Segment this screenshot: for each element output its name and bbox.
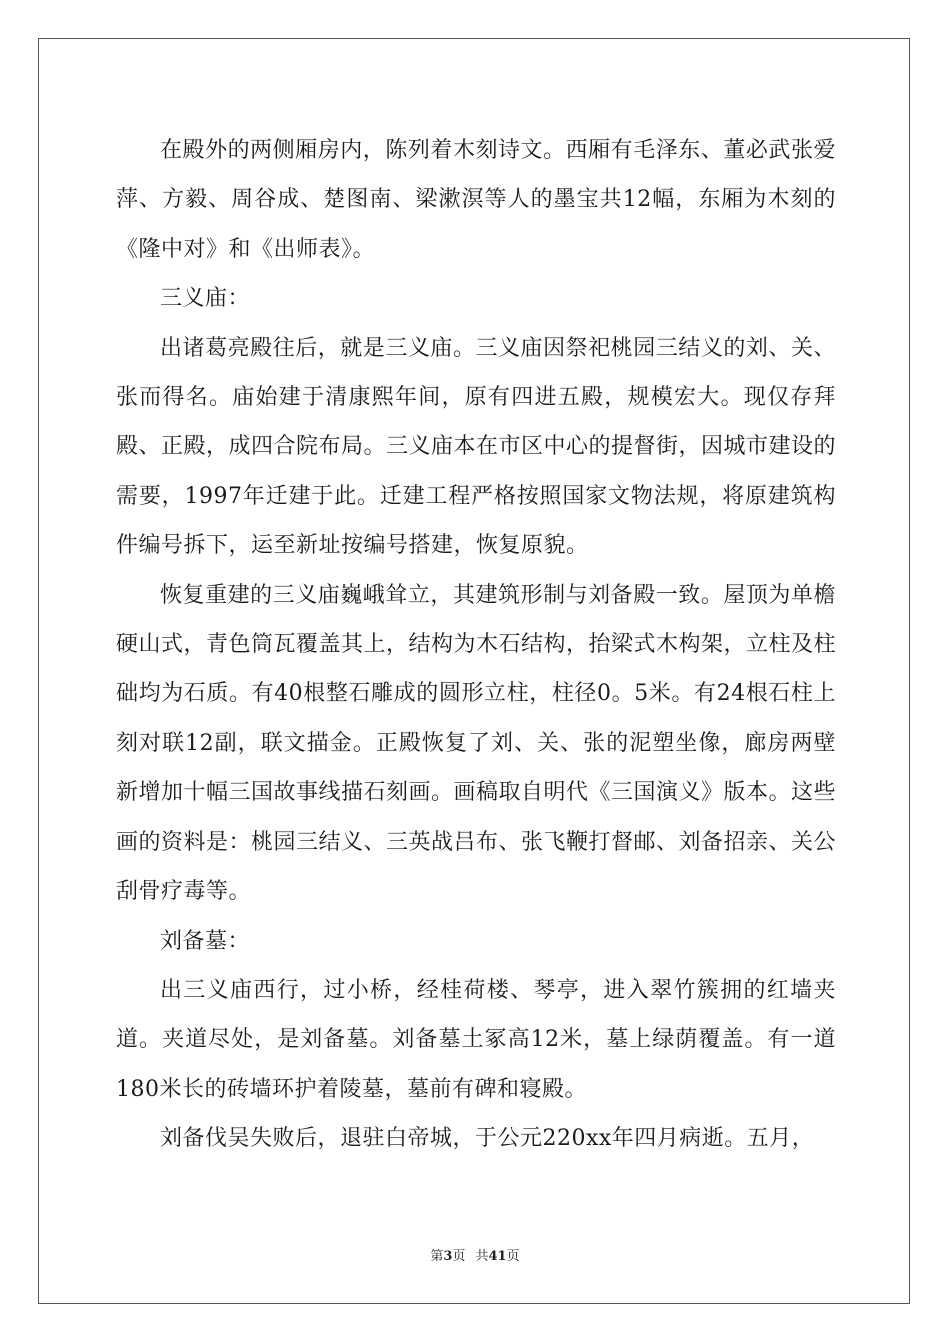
page-suffix: 页 [452,1249,466,1264]
paragraph-east-west-wings: 在殿外的两侧厢房内，陈列着木刻诗文。西厢有毛泽东、董必武张爱萍、方毅、周谷成、楚图南、梁漱溟等人的墨宝共12幅，东厢为木刻的《隆中对》和《出师表》。 [116,138,836,262]
total-prefix: 共 [475,1249,489,1264]
document-body [116,126,836,1164]
heading-sanyi-temple: 三义庙： [160,286,251,312]
page-footer [0,1245,950,1264]
page-prefix: 第 [430,1249,444,1264]
total-suffix: 页 [506,1249,520,1264]
paragraph-sanyi-temple-history: 出诸葛亮殿往后，就是三义庙。三义庙因祭祀桃园三结义的刘、关、张而得名。庙始建于清康熙年间，原有四进五殿，规模宏大。现仅存拜殿、正殿，成四合院布局。三义庙本在市区中心的提督街，因城市建设的需要，1997年迁建于此。迁建工程严格按照国家文物法规，将原建筑构件编号拆下，运至新址按编号搭建，恢复原貌。 [116,335,837,559]
paragraph-liubei-tomb: 出三义庙西行，过小桥，经桂荷楼、琴亭，进入翠竹簇拥的红墙夹道。夹道尽处，是刘备墓。刘备墓土冢高12米，墓上绿荫覆盖。有一道180米长的砖墙环护着陵墓，墓前有碑和寝殿。 [116,977,836,1102]
page-number: 3 [443,1249,453,1264]
total-pages: 41 [488,1249,507,1264]
paragraph-sanyi-temple-architecture: 恢复重建的三义庙巍峨耸立，其建筑形制与刘备殿一致。屋顶为单檐硬山式，青色筒瓦覆盖其上，结构为木石结构，抬梁式木构架，立柱及柱础均为石质。有40根整石雕成的圆形立柱，柱径0。5米。有24根石柱上刻对联12副，联文描金。正殿恢复了刘、关、张的泥塑坐像，廊房两壁新增加十幅三国故事线描石刻画。画稿取自明代《三国演义》版本。这些画的资料是：桃园三结义、三英战吕布、张飞鞭打督邮、刘备招亲、关公刮骨疗毒等。 [116,582,837,905]
heading-liubei-tomb: 刘备墓： [160,928,251,954]
paragraph-liubei-death: 刘备伐吴失败后，退驻白帝城，于公元220xx年四月病逝。五月， [160,1126,815,1152]
